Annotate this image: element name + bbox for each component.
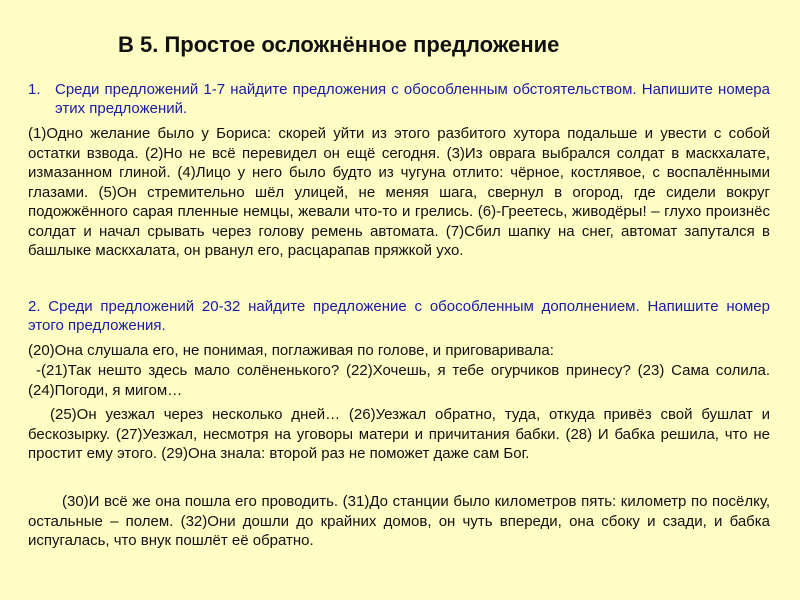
passage-2-sentences-30-32: (30)И всё же она пошла его проводить. (31)До станции было километров пять: километр по посёлку, остальные – полем. (32)Они дошли до крайних домов, он чуть впереди, она сбоку и сзади, и бабка испугалась, что внук пошлёт её обратно. bbox=[28, 493, 770, 549]
slide-title: В 5. Простое осложнённое предложение bbox=[118, 32, 560, 57]
passage-2-sentences-21-24: -(21)Так нешто здесь мало солёненького? (22)Хочешь, я тебе огурчиков принесу? (23) Сама солила. (24)Погоди, я мигом… bbox=[28, 362, 770, 399]
task-1-text: Среди предложений 1-7 найдите предложения с обособленным обстоятельством. Напишите номера этих предложений. bbox=[55, 81, 770, 117]
passage-2-sentence-20: (20)Она слушала его, не понимая, поглаживая по голове, и приговаривала: bbox=[28, 342, 554, 359]
passage-1: (1)Одно желание было у Бориса: скорей уйти из этого разбитого хутора подальше и увести с собой остатки взвода. (2)Но не всё перевидел он ещё сегодня. (3)Из оврага выбрался солдат в маскхалате, измазанном глиной. (4)Лицо у него было будто из чугуна отлито: чёрное, костлявое, с воспалёнными глазами. (5)Он стремительно шёл улицей, не меняя шага, свернул в огород, где сидели вокруг подожжённого сарая пленные немцы, жевали что-то и грелись. (6)-Греетесь, живодёры! – глухо произнёс солдат и начал срывать через голову ремень автомата. (7)Сбил шапку на снег, автомат запутался в башлыке маскхалата, он рванул его, расцарапав пряжкой ухо. bbox=[28, 125, 770, 259]
task-2-text: 2. Среди предложений 20-32 найдите предложение с обособленным дополнением. Напишите номер этого предложения. bbox=[28, 298, 770, 334]
task-1-number: 1. bbox=[28, 81, 41, 98]
passage-2-sentences-25-29: (25)Он уезжал через несколько дней… (26)Уезжал обратно, туда, откуда привёз свой бушлат и бескозырку. (27)Уезжал, несмотря на уговоры матери и причитания бабки. (28) И бабка решила, что не простит ему этого. (29)Она знала: второй раз не поможет даже сам Бог. bbox=[28, 406, 770, 462]
task-1 bbox=[28, 80, 770, 118]
